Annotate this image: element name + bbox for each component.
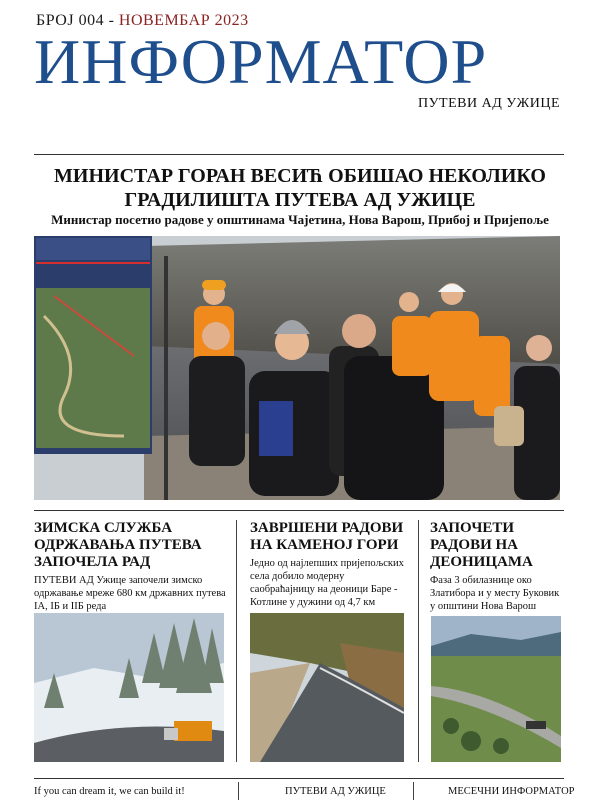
lead-subheadline: Министар посетио радове у општинама Чајетина, Нова Варош, Прибој и Пријепоље [51, 212, 549, 227]
lead-headline-line-1: МИНИСТАР ГОРАН ВЕСИЋ ОБИШАО НЕКОЛИКО [54, 165, 546, 187]
article-winter-service [34, 520, 226, 613]
snow-road-photo [34, 613, 224, 762]
mountain-road-photo [250, 613, 404, 762]
article-text: Једно од најлепших пријепољских села добило модерну саобраћајницу на деоници Баре - Котлине у дужини од 4,7 км [250, 558, 404, 608]
footer-company: ПУТЕВИ АД УЖИЦЕ [285, 786, 386, 797]
lead-headline [30, 164, 570, 212]
zlatibor-road-photo [431, 616, 561, 762]
issue-month: НОВЕМБАР 2023 [118, 12, 249, 29]
article-text: ПУТЕВИ АД Ужице започели зимско одржавање мреже 680 км државних путева IА, IБ и IIБ реда [34, 575, 226, 612]
footer-divider [34, 778, 564, 779]
publisher-name: ПУТЕВИ АД УЖИЦЕ [418, 96, 560, 111]
article-title: ЗАВРШЕНИ РАДОВИ НА КАМЕНОЈ ГОРИ [250, 520, 404, 553]
masthead-title: ИНФОРМАТОР [34, 26, 488, 97]
article-title: ЗАПОЧЕТИ РАДОВИ НА ДЕОНИЦАМА [430, 520, 533, 570]
column-divider [236, 520, 237, 762]
lead-headline-line-2: ГРАДИЛИШТА ПУТЕВА АД УЖИЦЕ [124, 189, 476, 211]
article-title: ЗИМСКА СЛУЖБА ОДРЖАВАЊА ПУТЕВА ЗАПОЧЕЛА РАД [34, 520, 202, 570]
footer-slogan: If you can dream it, we can build it! [34, 786, 185, 797]
footer-separator [413, 782, 414, 800]
header-divider [34, 154, 564, 155]
footer-separator [238, 782, 239, 800]
column-divider [418, 520, 419, 762]
lead-photo [34, 236, 560, 500]
article-text: Фаза 3 обилазнице око Златибора и у месту Буковик у општини Нова Варош [430, 575, 560, 612]
section-divider [34, 510, 564, 511]
article-works-started [430, 520, 564, 613]
footer-periodical: МЕСЕЧНИ ИНФОРМАТОР [448, 786, 575, 797]
issue-number: БРОЈ 004 - [36, 12, 115, 29]
article-kamena-gora [250, 520, 410, 609]
